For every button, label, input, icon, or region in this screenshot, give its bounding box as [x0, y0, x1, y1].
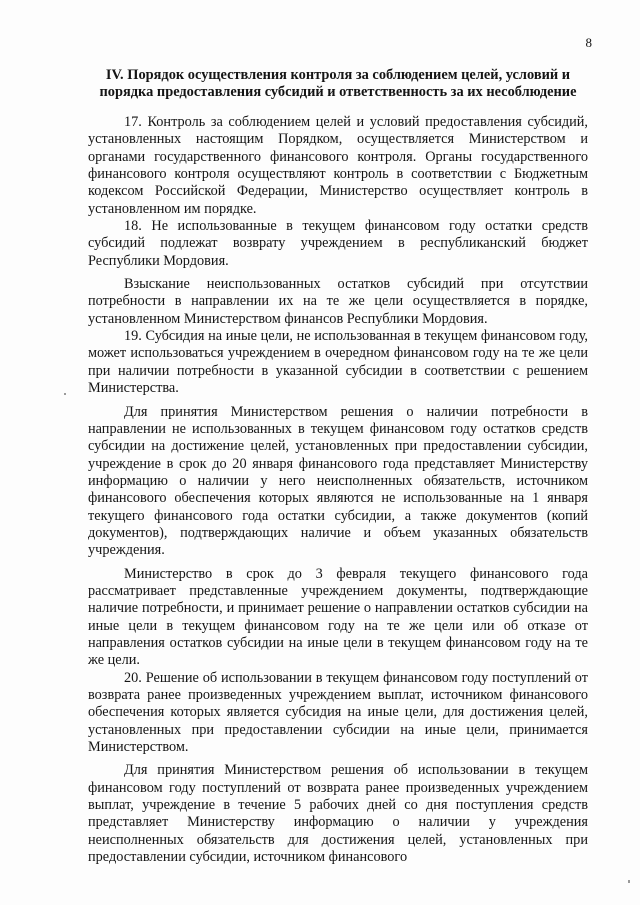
- paragraph-19-request: Для принятия Министерством решения о наличии потребности в направлении не использованных в текущем финансовом году остатков средств субсидии на достижение целей, установленных при предоставлении субсидии, учреждение в срок до 20 января финансового года представляет Министерству информацию о наличии у него неисполненных обязательств, источником финансового обеспечения которых являются не использованные на 1 января текущего финансового года остатки субсидии, а также документов (копий документов), подтверждающих наличие и объем указанных обязательств учреждения.: [88, 403, 588, 559]
- section-title: IV. Порядок осуществления контроля за соблюдением целей, условий и порядка предоставления субсидий и ответственность за их несоблюдение: [99, 67, 577, 100]
- paragraph-20-request: Для принятия Министерством решения об использовании в текущем финансовом году поступлений от возврата ранее произведенных учреждением выплат, учреждение в течение 5 рабочих дней со дня поступления средств представляет Министерству информацию о наличии у учреждения неисполненных обязательств для достижения целей, установленных при предоставлении субсидии, источником финансового: [88, 762, 588, 866]
- paragraph-17: 17. Контроль за соблюдением целей и условий предоставления субсидий, установленных настоящим Порядком, осуществляется Министерством и органами государственного финансового контроля. Органы государственного финансового контроля осуществляют контроль в соответствии с Бюджетным кодексом Российской Федерации, Министерство осуществляет контроль в установленном им порядке.: [88, 114, 588, 217]
- page-number: 8: [585, 35, 592, 50]
- paragraph-20: 20. Решение об использовании в текущем финансовом году поступлений от возврата ранее произведенных учреждением выплат, источником финансового обеспечения которых является субсидия на иные цели, для достижения целей, установленных при предоставлении субсидии на иные цели, принимается Министерством.: [88, 669, 588, 756]
- scan-speck: [64, 393, 66, 395]
- paragraph-19-decision: Министерство в срок до 3 февраля текущего финансового года рассматривает представленные учреждением документы, подтверждающие наличие потребности, и принимает решение о направлении остатков субсидии на иные цели в текущем финансовом году на те же цели или об отказе от направления остатков субсидии на иные цели в текущем финансовом году на те же цели.: [88, 565, 588, 669]
- paragraph-19: 19. Субсидия на иные цели, не использованная в текущем финансовом году, может использоваться учреждением в очередном финансовом году на те же цели при наличии потребности в указанной субсидии в соответствии с решением Министерства.: [88, 328, 588, 397]
- paragraph-18-recovery: Взыскание неиспользованных остатков субсидий при отсутствии потребности в направлении их на те же цели осуществляется в порядке, установленном Министерством финансов Республики Мордовия.: [88, 276, 588, 327]
- scan-speck: [628, 880, 630, 883]
- document-body: [88, 114, 588, 866]
- paragraph-18: 18. Не использованные в текущем финансовом году остатки средств субсидий подлежат возврату учреждением в республиканский бюджет Республики Мордовия.: [88, 218, 588, 269]
